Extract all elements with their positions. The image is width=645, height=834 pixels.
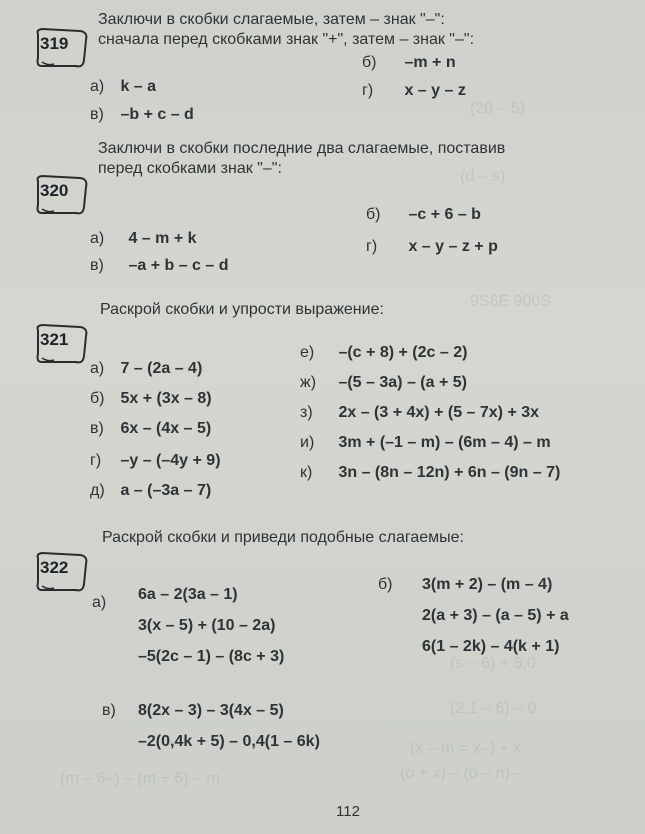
group-322-v-label: в) bbox=[102, 702, 116, 719]
task-line-1: Раскрой скобки и упрости выражение: bbox=[100, 301, 384, 318]
task-text-322 bbox=[102, 528, 464, 548]
item-319-b: б) –m + n bbox=[362, 54, 456, 71]
task-text-320 bbox=[98, 139, 505, 179]
expr-322-v-2: –2(0,4k + 5) – 0,4(1 – 6k) bbox=[138, 733, 320, 750]
task-text-319 bbox=[98, 10, 474, 50]
exercise-number-322 bbox=[34, 550, 82, 586]
exercise-number-label: 321 bbox=[40, 330, 69, 349]
item-321-i: и) 3m + (–1 – m) – (6m – 4) – m bbox=[300, 434, 551, 451]
expr-322-a-1: 6a – 2(3a – 1) bbox=[138, 586, 238, 603]
task-line-1: Заключи в скобки последние два слагаемые, поставив bbox=[98, 140, 506, 157]
item-321-k: к) 3n – (8n – 12n) + 6n – (9n – 7) bbox=[300, 464, 561, 481]
item-321-a: а) 7 – (2a – 4) bbox=[90, 360, 203, 377]
exercise-number-321 bbox=[34, 322, 82, 358]
group-322-a-label: а) bbox=[92, 594, 107, 611]
exercise-number-label: 322 bbox=[40, 558, 69, 577]
textbook-page: (20 – 5) (d – s) 9S6E 900S (s – 6) + 5,0 (2,1 – 6) – 0 (x – m = x–) + x (o + x) – (o – n)– (m – 6–) – (m + 6) – m 319 Заключи в скобки слагаемые, затем – знак "–": сначала перед скобками знак "+", затем – знак "–": а) k – a в) –b + c – d б) –m + n г) x – y – z 320 Заключи в скобки последние два слагаемые, поставив перед скобками знак "–": а) 4 – m + k в) –a + b – c – d б) –c + 6 – b г) x – y – z + p 321 Раскрой скобки и упрости выражение: а) 7 – (2a – 4) б) 5x + (3x – 8) в) 6x – (4x – 5) г) –y – (–4y + 9) д) a – (–3a – 7) е) –(c + 8) + (2c – 2) ж) –(5 – 3a) – (a + 5) з) 2x – (3 + 4x) + (5 – 7x) + 3x и) 3m + (–1 – m) – (6m – 4) – m к) 3n – (8n – 12n) + 6n – (9n – 7) 322 Раскрой скобки и приведи подобные слагаемые: а) 6a – 2(3a – 1) 3(x – 5) + (10 – 2a) –5(2c – 1) – (8c + 3) б) 3(m + 2) – (m – 4) 2(a + 3) – (a – 5) + a 6(1 – 2k) – 4(k + 1) в) 8(2x – 3) – 3(4x – 5) –2(0,4k + 5) – 0,4(1 – 6k) 112 bbox=[0, 0, 645, 834]
expr-322-a-3: –5(2c – 1) – (8c + 3) bbox=[138, 648, 285, 665]
expr-322-b-2: 2(a + 3) – (a – 5) + a bbox=[422, 607, 569, 624]
exercise-number-320 bbox=[34, 173, 82, 209]
item-319-g: г) x – y – z bbox=[362, 82, 466, 99]
item-321-b: б) 5x + (3x – 8) bbox=[90, 390, 212, 407]
group-322-b-label: б) bbox=[378, 576, 393, 593]
task-text-321 bbox=[100, 300, 384, 320]
item-321-v: в) 6x – (4x – 5) bbox=[90, 420, 212, 437]
exercise-number-label: 320 bbox=[40, 181, 69, 200]
task-line-1: Заключи в скобки слагаемые, затем – знак "–": bbox=[98, 11, 445, 28]
item-320-v: в) –a + b – c – d bbox=[90, 257, 229, 274]
task-line-2: перед скобками знак "–": bbox=[98, 160, 282, 177]
item-319-v: в) –b + c – d bbox=[90, 106, 194, 123]
item-321-zh: ж) –(5 – 3a) – (a + 5) bbox=[300, 374, 467, 391]
item-319-a: а) k – a bbox=[90, 78, 157, 95]
item-321-d: д) a – (–3a – 7) bbox=[90, 482, 212, 499]
expr-322-a-2: 3(x – 5) + (10 – 2a) bbox=[138, 617, 276, 634]
page-number: 112 bbox=[336, 803, 360, 820]
item-320-g: г) x – y – z + p bbox=[366, 238, 498, 255]
item-321-z: з) 2x – (3 + 4x) + (5 – 7x) + 3x bbox=[300, 404, 540, 421]
item-321-g: г) –y – (–4y + 9) bbox=[90, 452, 221, 469]
task-line-2: сначала перед скобками знак "+", затем – знак "–": bbox=[98, 31, 475, 48]
item-320-b: б) –c + 6 – b bbox=[366, 206, 481, 223]
expr-322-v-1: 8(2x – 3) – 3(4x – 5) bbox=[138, 702, 284, 719]
item-321-e: е) –(c + 8) + (2c – 2) bbox=[300, 344, 468, 361]
expr-322-b-1: 3(m + 2) – (m – 4) bbox=[422, 576, 553, 593]
exercise-number-319 bbox=[34, 26, 82, 62]
task-line-1: Раскрой скобки и приведи подобные слагаемые: bbox=[102, 529, 464, 546]
item-320-a: а) 4 – m + k bbox=[90, 230, 197, 247]
exercise-number-label: 319 bbox=[40, 34, 69, 53]
expr-322-b-3: 6(1 – 2k) – 4(k + 1) bbox=[422, 638, 560, 655]
